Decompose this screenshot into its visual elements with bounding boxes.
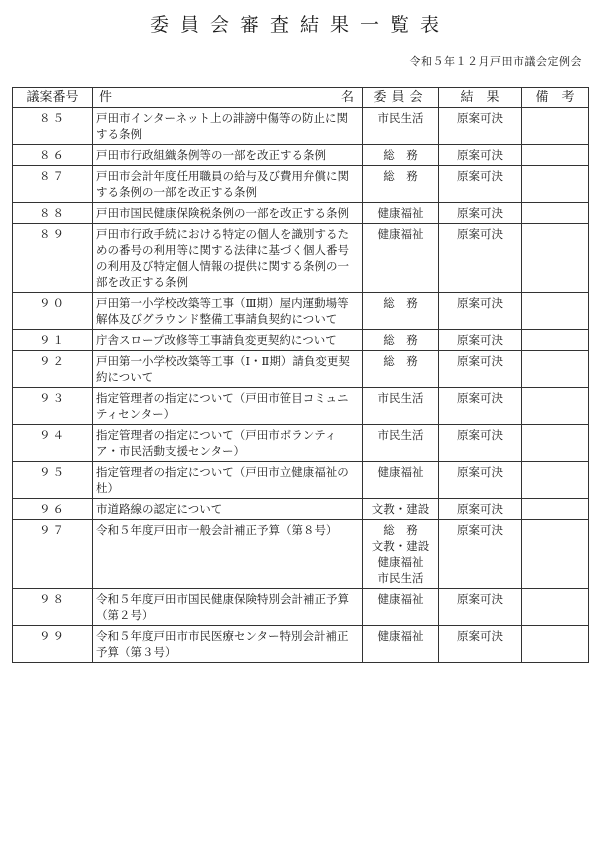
result-cell: 原案可決 [439,145,522,166]
result-cell: 原案可決 [439,520,522,589]
item-name-cell: 指定管理者の指定について（戸田市ボランティア・市民活動支援センター） [93,425,363,462]
table-row [13,203,589,224]
committee-cell [363,224,439,293]
table-row [13,166,589,203]
result-cell: 原案可決 [439,108,522,145]
bill-number-cell: ８７ [13,166,93,203]
result-cell: 原案可決 [439,388,522,425]
committee-name: 市民生活 [377,111,424,125]
remarks-cell [522,589,589,626]
committee-name: 総 務 [383,523,418,537]
committee-cell [363,166,439,203]
committee-name: 文教・建設 [371,502,430,516]
remarks-cell [522,499,589,520]
committee-cell [363,499,439,520]
result-cell: 原案可決 [439,293,522,330]
result-cell: 原案可決 [439,166,522,203]
committee-name: 健康福祉 [377,465,424,479]
table-row [13,626,589,663]
item-name-cell: 戸田第一小学校改築等工事（Ⅰ・Ⅱ期）請負変更契約について [93,351,363,388]
item-name-cell: 戸田市行政手続における特定の個人を識別するための番号の利用等に関する法律に基づく個人番号の利用及び特定個人情報の提供に関する条例の一部を改正する条例 [93,224,363,293]
result-cell: 原案可決 [439,425,522,462]
table-row [13,520,589,589]
bill-number-cell: ９８ [13,589,93,626]
table-row [13,293,589,330]
committee-name: 市民生活 [377,571,424,585]
remarks-cell [522,108,589,145]
bill-number-cell: ９３ [13,388,93,425]
item-name-cell: 戸田市国民健康保険税条例の一部を改正する条例 [93,203,363,224]
committee-name: 健康福祉 [377,555,424,569]
header-bill-number: 議案番号 [13,88,93,108]
remarks-cell [522,224,589,293]
result-cell: 原案可決 [439,589,522,626]
document-title: 委員会審査結果一覧表 [149,14,450,36]
item-name-cell: 戸田市会計年度任用職員の給与及び費用弁償に関する条例の一部を改正する条例 [93,166,363,203]
header-committee: 委員会 [363,88,439,108]
bill-number-cell: ９１ [13,330,93,351]
remarks-cell [522,166,589,203]
item-name-cell: 令和５年度戸田市市民医療センター特別会計補正予算（第３号） [93,626,363,663]
committee-cell [363,293,439,330]
committee-cell [363,462,439,499]
bill-number-cell: ９０ [13,293,93,330]
table-row [13,462,589,499]
remarks-cell [522,330,589,351]
item-name-cell: 指定管理者の指定について（戸田市立健康福祉の杜） [93,462,363,499]
committee-name: 健康福祉 [377,592,424,606]
committee-cell [363,626,439,663]
bill-number-cell: ８９ [13,224,93,293]
committee-cell [363,388,439,425]
item-name-cell: 令和５年度戸田市国民健康保険特別会計補正予算（第２号） [93,589,363,626]
committee-cell [363,203,439,224]
committee-cell [363,520,439,589]
table-row [13,145,589,166]
committee-name: 市民生活 [377,428,424,442]
item-name-cell: 指定管理者の指定について（戸田市笹目コミュニティセンター） [93,388,363,425]
committee-name: 総 務 [383,296,418,310]
remarks-cell [522,145,589,166]
committee-cell [363,351,439,388]
result-cell: 原案可決 [439,203,522,224]
table-row [13,224,589,293]
item-name-cell: 令和５年度戸田市一般会計補正予算（第８号） [93,520,363,589]
committee-cell [363,425,439,462]
remarks-cell [522,520,589,589]
table-row [13,425,589,462]
bill-number-cell: ９６ [13,499,93,520]
remarks-cell [522,462,589,499]
committee-cell [363,330,439,351]
table-row [13,330,589,351]
result-cell: 原案可決 [439,351,522,388]
item-name-cell: 戸田第一小学校改築等工事（Ⅲ期）屋内運動場等解体及びグラウンド整備工事請負契約について [93,293,363,330]
table-body [13,108,589,663]
committee-cell [363,145,439,166]
remarks-cell [522,203,589,224]
bill-number-cell: ９５ [13,462,93,499]
header-result: 結 果 [439,88,522,108]
result-cell: 原案可決 [439,499,522,520]
item-name-cell: 戸田市行政組織条例等の一部を改正する条例 [93,145,363,166]
header-remarks: 備 考 [522,88,589,108]
bill-number-cell: ９４ [13,425,93,462]
committee-name: 総 務 [383,148,418,162]
result-cell: 原案可決 [439,330,522,351]
header-item-name-right: 名 [340,90,354,105]
header-item-name [93,88,363,108]
committee-cell [363,108,439,145]
committee-name: 健康福祉 [377,227,424,241]
committee-name: 健康福祉 [377,629,424,643]
header-item-name-left: 件 [99,90,113,105]
committee-name: 市民生活 [377,391,424,405]
item-name-cell: 市道路線の認定について [93,499,363,520]
bill-number-cell: ８６ [13,145,93,166]
document-subtitle: 令和５年１２月戸田市議会定例会 [409,55,582,68]
committee-name: 総 務 [383,169,418,183]
committee-cell [363,589,439,626]
table-row [13,499,589,520]
item-name-cell: 庁舎スロープ改修等工事請負変更契約について [93,330,363,351]
bill-number-cell: ８５ [13,108,93,145]
committee-name: 総 務 [383,354,418,368]
result-cell: 原案可決 [439,626,522,663]
committee-name: 総 務 [383,333,418,347]
table-row [13,388,589,425]
table-row [13,351,589,388]
remarks-cell [522,388,589,425]
table-row [13,108,589,145]
bill-number-cell: ９９ [13,626,93,663]
committee-name: 文教・建設 [371,539,430,553]
remarks-cell [522,425,589,462]
result-cell: 原案可決 [439,462,522,499]
bill-number-cell: ９７ [13,520,93,589]
results-table [12,87,589,663]
remarks-cell [522,293,589,330]
table-row [13,589,589,626]
remarks-cell [522,351,589,388]
committee-name: 健康福祉 [377,206,424,220]
bill-number-cell: ９２ [13,351,93,388]
result-cell: 原案可決 [439,224,522,293]
bill-number-cell: ８８ [13,203,93,224]
item-name-cell: 戸田市インターネット上の誹謗中傷等の防止に関する条例 [93,108,363,145]
table-header-row [13,88,589,108]
remarks-cell [522,626,589,663]
